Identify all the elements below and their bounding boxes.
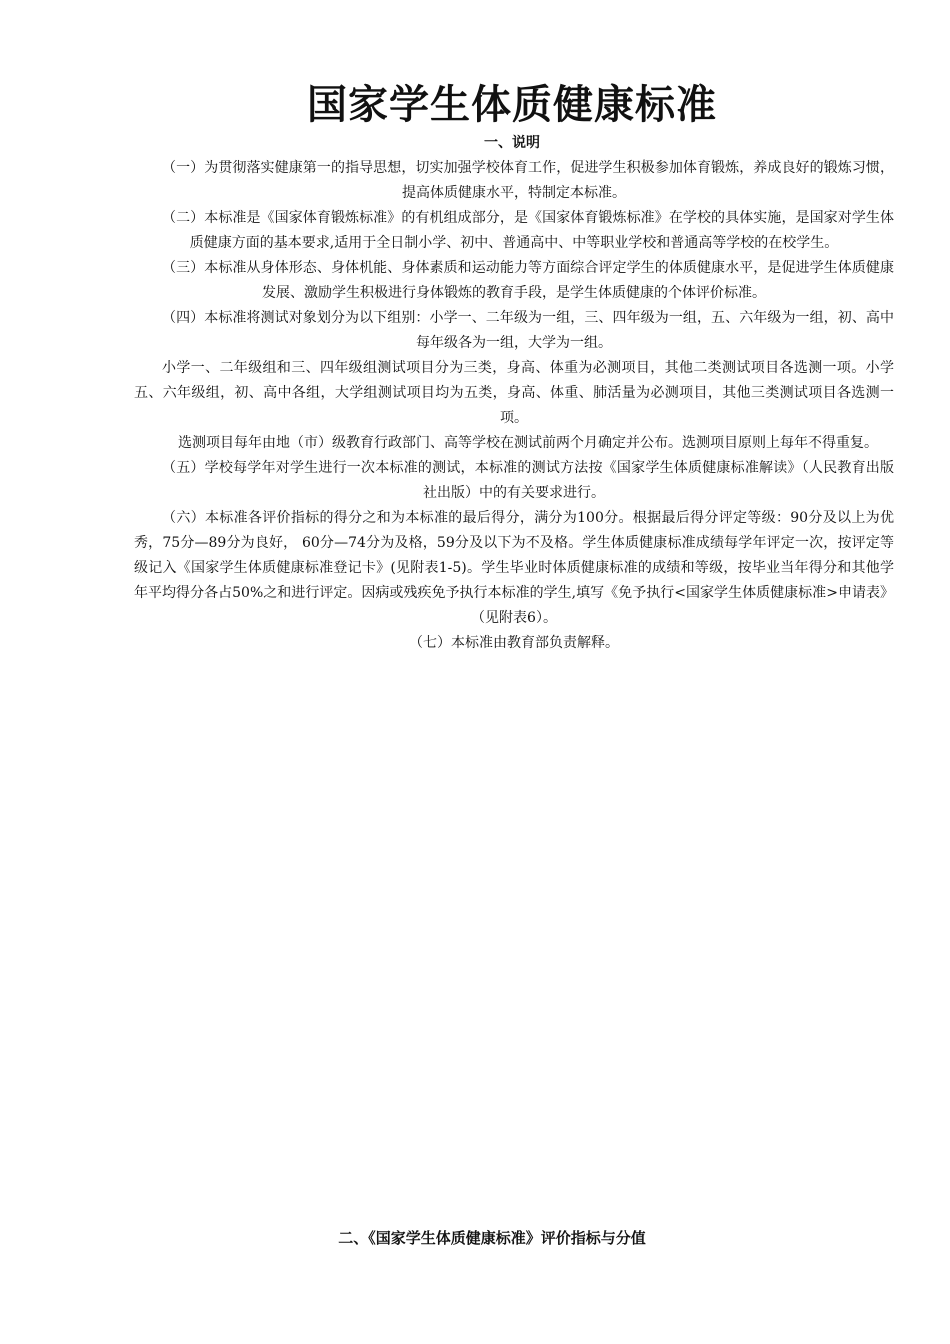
document-title: 国家学生体质健康标准 [307,81,717,128]
paragraph-2: （二）本标准是《国家体育锻炼标准》的有机组成部分，是《国家体育锻炼标准》在学校的具体实施，是国家对学生体质健康方面的基本要求,适用于全日制小学、初中、普通高中、中等职业学校和普通高等学校的在校学生。 [162,210,894,251]
explanation-body [134,156,894,656]
paragraph-9: （七）本标准由教育部负责解释。 [409,635,619,651]
section-heading-explanation: 一、说明 [484,135,540,151]
paragraph-5: 小学一、二年级组和三、四年级组测试项目分为三类，身高、体重为必测项目，其他二类测试项目各选测一项。小学五、六年级组，初、高中各组，大学组测试项目均为五类，身高、体重、肺活量为必测项目，其他三类测试项目各选测一项。 [134,360,894,426]
paragraph-4: （四）本标准将测试对象划分为以下组别：小学一、二年级为一组，三、四年级为一组，五、六年级为一组，初、高中每年级各为一组，大学为一组。 [162,310,894,351]
paragraph-8: （六）本标准各评价指标的得分之和为本标准的最后得分，满分为100分。根据最后得分评定等级：90分及以上为优秀，75分—89分为良好， 60分—74分为及格，59分及以下为不及格。学生体质健康标准成绩每学年评定一次，按评定等级记入《国家学生体质健康标准登记卡》(见附表1-5)。学生毕业时体质健康标准的成绩和等级，按毕业当年得分和其他学年平均得分各占50%之和进行评定。因病或残疾免予执行本标准的学生,填写《免予执行<国家学生体质健康标准>申请表》（见附表6）。 [134,510,894,626]
paragraph-3: （三）本标准从身体形态、身体机能、身体素质和运动能力等方面综合评定学生的体质健康水平，是促进学生体质健康发展、激励学生积极进行身体锻炼的教育手段，是学生体质健康的个体评价标准。 [162,260,894,301]
section-heading-indicators: 二、《国家学生体质健康标准》评价指标与分值 [338,1229,646,1247]
paragraph-6: 选测项目每年由地（市）级教育行政部门、高等学校在测试前两个月确定并公布。选测项目原则上每年不得重复。 [178,435,878,451]
paragraph-1: （一）为贯彻落实健康第一的指导思想，切实加强学校体育工作，促进学生积极参加体育锻炼，养成良好的锻炼习惯，提高体质健康水平，特制定本标准。 [162,160,894,201]
paragraph-7: （五）学校每学年对学生进行一次本标准的测试，本标准的测试方法按《国家学生体质健康标准解读》（人民教育出版社出版）中的有关要求进行。 [162,460,894,501]
